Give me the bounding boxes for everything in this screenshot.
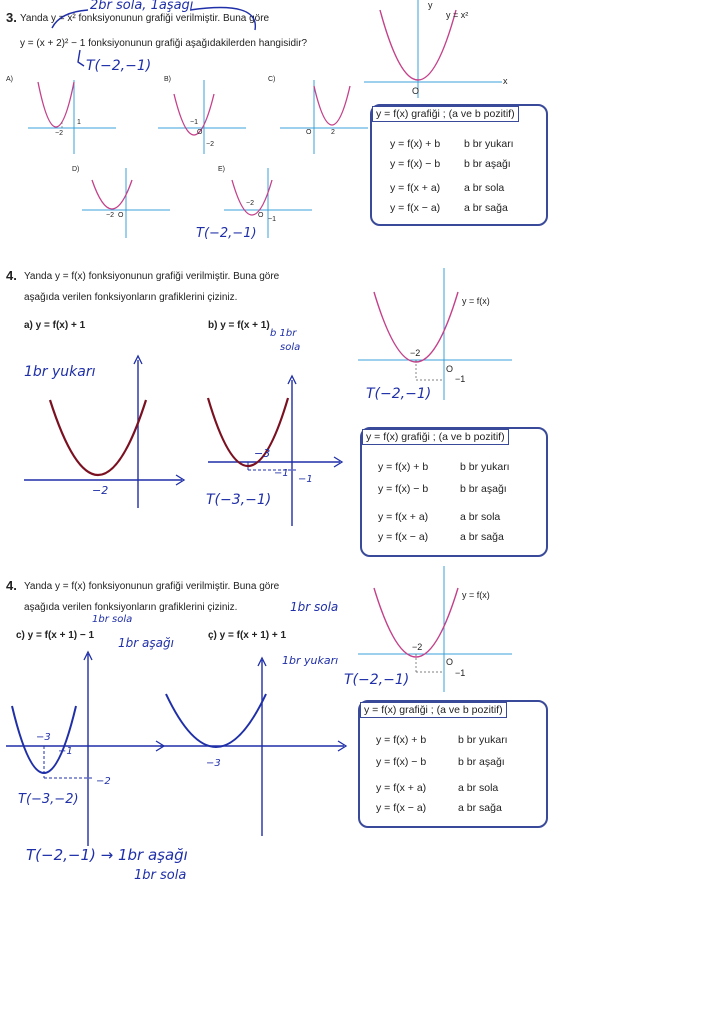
- part-cc-drawing: [158, 650, 358, 840]
- handwritten-part-b-note1: b 1br: [270, 328, 297, 339]
- q4-ref2-origin: O: [446, 657, 454, 667]
- rule-box-1: [370, 104, 548, 226]
- rule-2-desc: b br aşağı: [464, 158, 511, 170]
- question-3-number: 3.: [6, 10, 17, 25]
- rule-box-2-desc-3: a br sola: [460, 511, 501, 523]
- part-c-tick-neg3: −3: [36, 732, 51, 743]
- rule-box-3-desc-2: b br aşağı: [458, 756, 505, 768]
- rule-1-expr: y = f(x) + b: [390, 138, 441, 150]
- q4-ref1-origin: O: [446, 364, 454, 374]
- rule-box-2-desc-1: b br yukarı: [460, 461, 510, 473]
- handwritten-bottom-line2: 1br sola: [134, 868, 187, 883]
- option-c-origin: O: [306, 129, 312, 136]
- part-c-tick-neg2: −2: [96, 776, 111, 787]
- rule-box-3: [358, 700, 548, 828]
- q4-reference-graph-1: [354, 264, 524, 404]
- question-4b-line2: aşağıda verilen fonksiyonların grafiklerini çiziniz.: [24, 602, 238, 613]
- rule-box-2-expr-3: y = f(x + a): [378, 511, 429, 523]
- q4-ref2-tick-neg1: −1: [455, 668, 466, 678]
- question-4b-part-cc: ç) y = f(x + 1) + 1: [208, 630, 287, 641]
- rule-box-2-expr-4: y = f(x − a): [378, 531, 429, 543]
- question-4-line1: Yanda y = f(x) fonksiyonunun grafiği verilmiştir. Buna göre: [24, 271, 280, 282]
- q4-ref1-tick-neg1: −1: [455, 374, 466, 384]
- q4-ref2-tick-neg2: −2: [412, 642, 423, 652]
- rule-box-2: [360, 427, 548, 557]
- rule-3-expr: y = f(x + a): [390, 182, 441, 194]
- part-b-tick-neg1b: −1: [298, 474, 313, 485]
- rule-box-2-title: y = f(x) grafiği ; (a ve b pozitif): [362, 429, 509, 445]
- rule-box-3-expr-2: y = f(x) − b: [376, 756, 427, 768]
- part-c-vertex: T(−3,−2): [18, 792, 79, 807]
- question-4-part-a: a) y = f(x) + 1: [24, 320, 86, 331]
- option-a-tick-1: 1: [77, 119, 81, 126]
- handwritten-shift-note: 2br sola, 1aşağı: [90, 0, 194, 13]
- option-d-graph[interactable]: [82, 168, 174, 240]
- option-c-tick-2: 2: [331, 129, 335, 136]
- question-4b-part-c: c) y = f(x + 1) − 1: [16, 630, 95, 641]
- option-c-graph[interactable]: [280, 80, 372, 155]
- part-c-drawing: [4, 650, 164, 850]
- rule-box-2-desc-2: b br aşağı: [460, 483, 507, 495]
- option-e-origin: O: [258, 212, 264, 219]
- rule-box-3-desc-3: a br sola: [458, 782, 499, 794]
- question-3-line1: Yanda y = x² fonksiyonunun grafiği verilmiştir. Buna göre: [20, 13, 270, 24]
- option-e-tick-neg1: −1: [268, 216, 276, 223]
- part-b-tick-neg1: −1: [274, 468, 289, 479]
- handwritten-asagi-note: 1br aşağı: [118, 636, 174, 650]
- handwritten-yukari-note: 1br yukarı: [282, 654, 339, 667]
- question-4-line2: aşağıda verilen fonksiyonların grafiklerini çiziniz.: [24, 292, 238, 303]
- rule-box-2-expr-1: y = f(x) + b: [378, 461, 429, 473]
- question-4b-number: 4.: [6, 578, 17, 593]
- option-e-label[interactable]: E): [218, 166, 225, 173]
- question-4-part-b: b) y = f(x + 1): [208, 320, 270, 331]
- rule-box-3-expr-4: y = f(x − a): [376, 802, 427, 814]
- q4-graph-label-2: y = f(x): [462, 590, 490, 600]
- part-b-vertex: T(−3,−1): [206, 492, 272, 508]
- option-a-graph[interactable]: [28, 80, 120, 155]
- question-4b-line1: Yanda y = f(x) fonksiyonunun grafiği verilmiştir. Buna göre: [24, 581, 280, 592]
- q4-ref1-tick-neg2: −2: [410, 348, 421, 358]
- q4-graph-label-1: y = f(x): [462, 296, 490, 306]
- rule-box-3-desc-4: a br sağa: [458, 802, 502, 814]
- rule-box-3-expr-3: y = f(x + a): [376, 782, 427, 794]
- rule-box-3-expr-1: y = f(x) + b: [376, 734, 427, 746]
- q3-axis-y: y: [428, 0, 433, 10]
- rule-4-desc: a br sağa: [464, 202, 508, 214]
- option-b-label[interactable]: B): [164, 76, 171, 83]
- option-c-label[interactable]: C): [268, 76, 276, 83]
- rule-2-expr: y = f(x) − b: [390, 158, 441, 170]
- handwritten-sol-note-2: 1br sola: [92, 614, 133, 625]
- rule-box-2-desc-4: a br sağa: [460, 531, 504, 543]
- part-c-tick-neg1: −1: [58, 746, 73, 757]
- option-b-origin: O: [197, 129, 203, 136]
- rule-box-1-title: y = f(x) grafiği ; (a ve b pozitif): [372, 106, 519, 122]
- handwritten-part-a-note: 1br yukarı: [24, 364, 96, 380]
- handwritten-ref2-vertex: T(−2,−1): [344, 672, 410, 688]
- handwritten-bottom-line1: T(−2,−1) → 1br aşağı: [26, 846, 188, 864]
- option-d-label[interactable]: D): [72, 166, 80, 173]
- part-b-tick-neg3: −3: [254, 447, 271, 460]
- option-b-tick-neg1: −1: [190, 119, 198, 126]
- option-d-origin: O: [118, 212, 124, 219]
- handwritten-sol-note: 1br sola: [290, 600, 339, 614]
- option-d-tick-neg2: −2: [106, 212, 114, 219]
- rule-box-3-title: y = f(x) grafiği ; (a ve b pozitif): [360, 702, 507, 718]
- rule-box-3-desc-1: b br yukarı: [458, 734, 508, 746]
- handwritten-part-b-note2: sola: [280, 342, 301, 353]
- option-e-tick-neg2: −2: [246, 200, 254, 207]
- q3-origin: O: [412, 86, 420, 96]
- q3-graph-label: y = x²: [446, 10, 469, 20]
- part-cc-tick-neg3: −3: [206, 758, 221, 769]
- handwritten-answer-vertex: T(−2,−1): [196, 226, 257, 241]
- q3-reference-graph: [362, 0, 512, 100]
- option-b-graph[interactable]: [158, 80, 250, 155]
- q3-axis-x: x: [503, 76, 508, 86]
- handwritten-vertex-note: T(−2,−1): [86, 58, 152, 74]
- handwritten-ref1-vertex: T(−2,−1): [366, 386, 432, 402]
- rule-4-expr: y = f(x − a): [390, 202, 441, 214]
- option-a-tick-neg2: −2: [55, 130, 63, 137]
- rule-3-desc: a br sola: [464, 182, 505, 194]
- rule-box-2-expr-2: y = f(x) − b: [378, 483, 429, 495]
- part-a-tick: −2: [92, 484, 109, 497]
- option-a-label[interactable]: A): [6, 76, 13, 83]
- question-4-number: 4.: [6, 268, 17, 283]
- question-3-line2: y = (x + 2)² − 1 fonksiyonunun grafiği aşağıdakilerden hangisidir?: [20, 38, 308, 49]
- rule-1-desc: b br yukarı: [464, 138, 514, 150]
- option-b-tick-neg2: −2: [206, 141, 214, 148]
